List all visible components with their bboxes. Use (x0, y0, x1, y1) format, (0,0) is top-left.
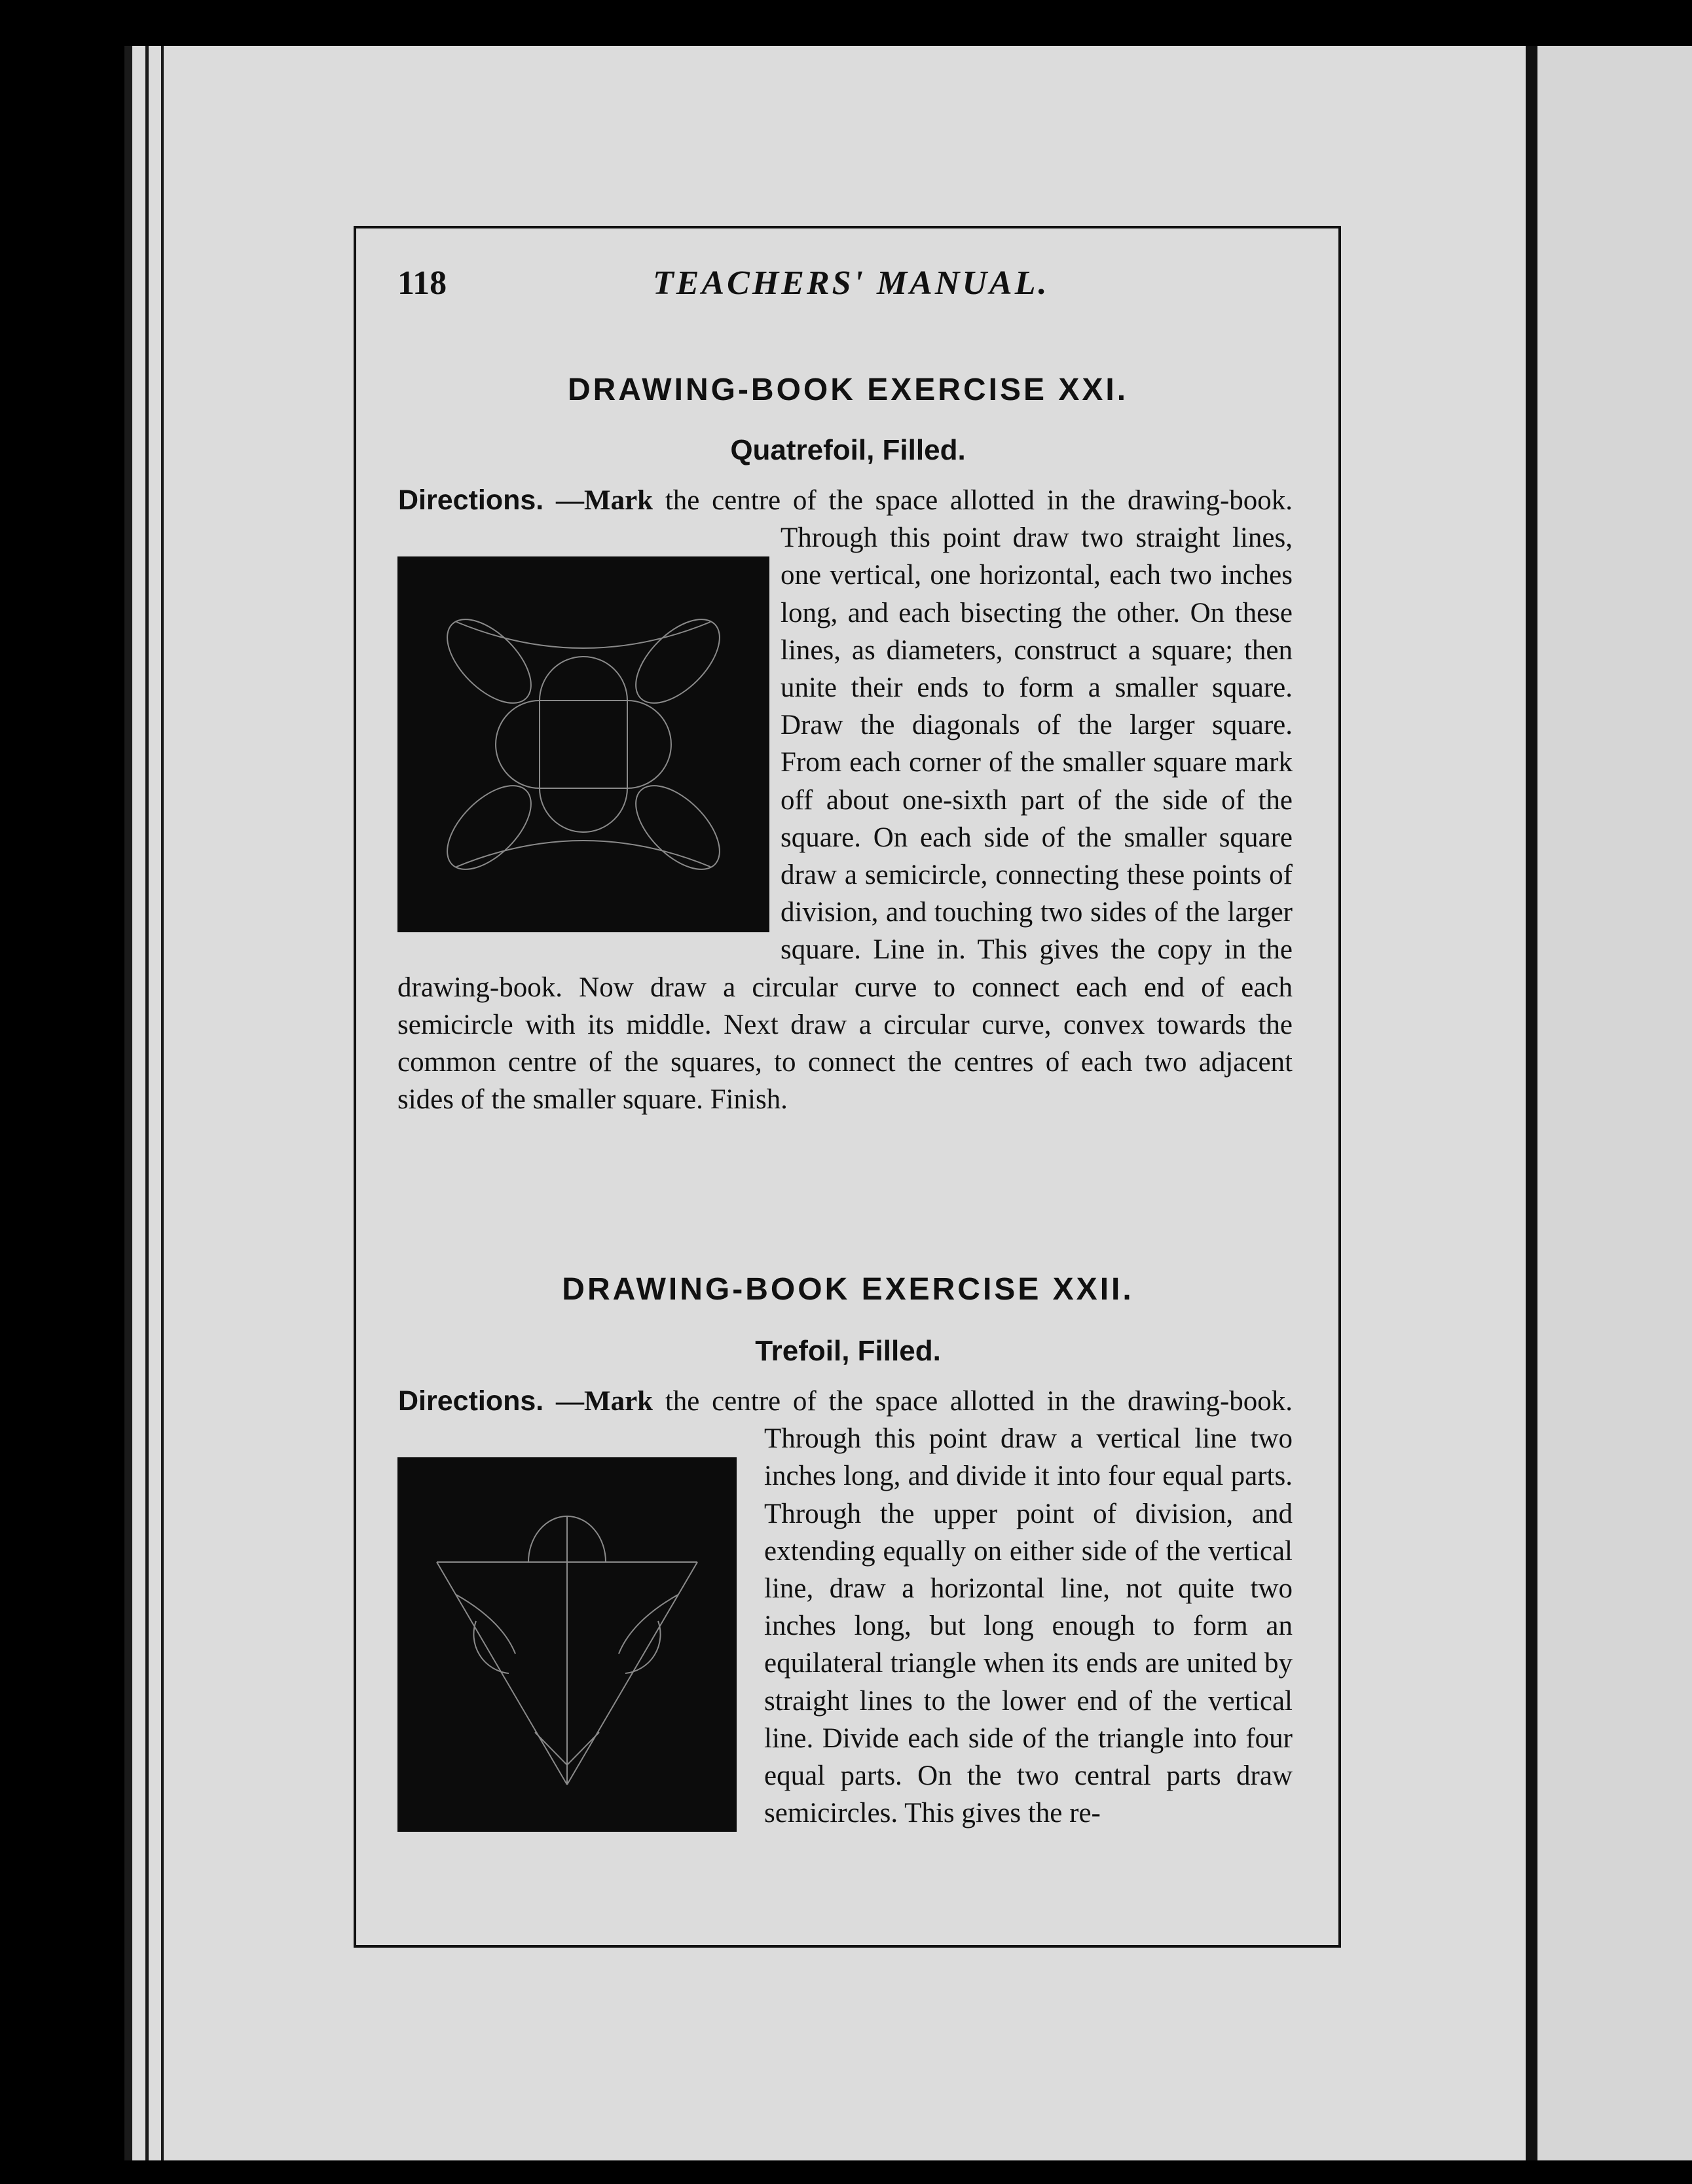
exercise-21-heading: DRAWING-BOOK EXERCISE XXI. (567, 373, 1129, 407)
exercise-22-heading: DRAWING-BOOK EXERCISE XXII. (562, 1272, 1134, 1307)
exercise-21-directions (397, 482, 1293, 1228)
directions-lead: Mark (583, 485, 653, 516)
page-edge-line (124, 46, 132, 2160)
right-page-edge (1537, 46, 1692, 2160)
quatrefoil-illustration (397, 556, 769, 932)
directions-text: the centre of the space allotted in the drawing-book. Through this point draw a vertical line two inches long, and divide it into four equal parts. Through the upper point of division, and extending equally on either side of the vertical line, draw a horizontal line, not quite two inches long, but long enough to form an equilateral triangle when its ends are united by straight lines to the lower end of the vertical line. Divide each side of the triangle into four equal parts. On the two central parts draw semicircles. This gives the re- (653, 1386, 1293, 1829)
directions-dash: — (543, 1386, 584, 1417)
trefoil-illustration (397, 1457, 737, 1832)
page-number: 118 (397, 264, 447, 302)
directions-dash: — (543, 485, 584, 516)
quatrefoil-figure (397, 556, 781, 936)
page-edge-line (145, 46, 149, 2160)
exercise-22-directions (397, 1383, 1293, 1913)
exercise-22-subheading: Trefoil, Filled. (755, 1335, 941, 1367)
book-spine (1526, 46, 1537, 2160)
page-edge-line (161, 46, 164, 2160)
trefoil-figure (397, 1457, 764, 1837)
directions-label: Directions. (398, 484, 544, 516)
exercise-21-subheading: Quatrefoil, Filled. (730, 434, 966, 466)
running-head (397, 261, 1314, 306)
directions-text: the centre of the space allotted in the drawing-book. Through this point draw two straight lines, one vertical, one horizontal, each two inches long, and each bisecting the other. On these lines, as diameters, construct a square; then unite their ends to form a smaller square. Draw the diagonals of the larger square. From each corner of the smaller square mark off about one-sixth part of the side of the square. On each side of the smaller square draw a semicircle, connecting these points of division, and touching two sides of the larger square. Line in. This gives the copy in the drawing-book. Now draw a circular curve to connect each end of each semicircle with its middle. Next draw a circular curve, convex towards the common centre of the squares, to connect the centres of each two adjacent sides of the smaller square. Finish. (397, 485, 1293, 1116)
directions-label: Directions. (398, 1385, 544, 1417)
directions-lead: Mark (583, 1386, 653, 1417)
running-title: TEACHERS' MANUAL. (653, 264, 1050, 302)
